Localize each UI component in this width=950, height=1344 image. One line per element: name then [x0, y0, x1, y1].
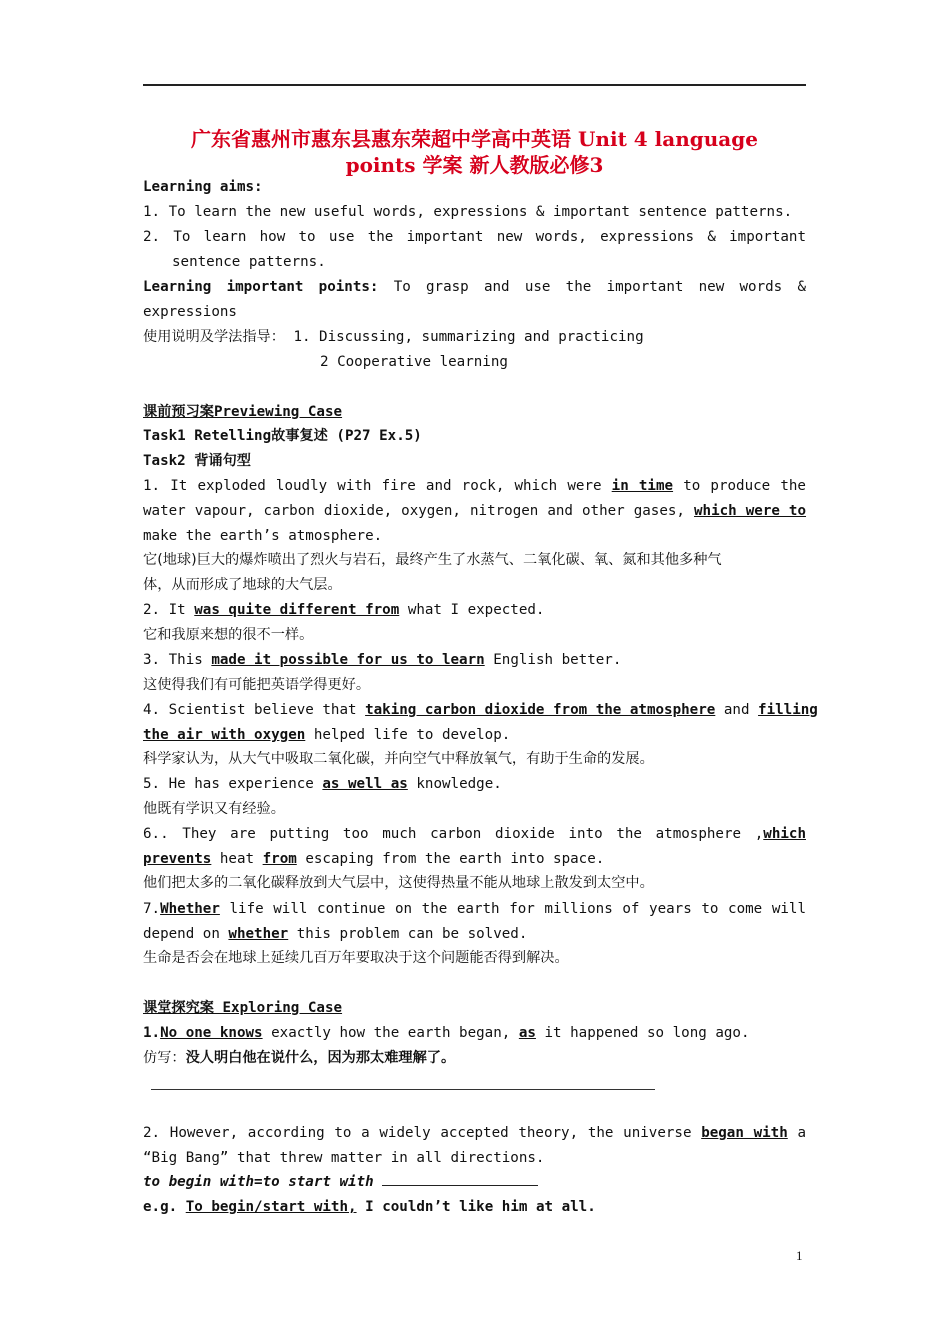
important-points-cont: expressions [143, 304, 237, 320]
aim-item-2-cont: sentence patterns. [172, 254, 326, 270]
task2-line: Task2 背诵句型 [143, 453, 251, 469]
important-points-line [143, 275, 806, 299]
s5-text-end: knowledge. [416, 776, 502, 792]
s7-text-b: depend on [143, 926, 220, 942]
sentence-5 [143, 772, 806, 796]
sentence-7-translation: 生命是否会在地球上延续几百万年要取决于这个问题能否得到解决。 [143, 950, 569, 966]
answer-blank-line[interactable] [151, 1089, 655, 1090]
s6-text-end: escaping from the earth into space. [305, 851, 605, 867]
p2-key-phrase: began with [701, 1125, 788, 1141]
learning-aims-heading: Learning aims: [143, 179, 263, 195]
task1-line: Task1 Retelling故事复述 (P27 Ex.5) [143, 428, 422, 444]
s2-key-phrase: was quite different from [194, 602, 400, 618]
s4-key-phrase-2: filling [758, 702, 818, 718]
s6-key-phrase-3: from [262, 851, 297, 867]
example-key-phrase: To begin/start with, [185, 1199, 357, 1215]
sentence-6-line-2 [143, 847, 806, 871]
sentence-4-line-2 [143, 723, 806, 747]
sentence-6-translation: 他们把太多的二氧化碳释放到大气层中，这使得热量不能从地球上散发到太空中。 [143, 875, 654, 891]
p1-key-phrase-2: as [518, 1025, 536, 1041]
p1-number: 1. [143, 1025, 161, 1041]
s6-text: 6.. They are putting too much carbon dioxide into the atmosphere , [143, 826, 764, 842]
sentence-2 [143, 598, 806, 622]
document-title-line2: points 学案 新人教版必修3 [345, 153, 604, 177]
s4-text-end: helped life to develop. [313, 727, 511, 743]
phrase-text: to begin with=to start with [143, 1174, 374, 1190]
s5-text: 5. He has experience [143, 776, 314, 792]
s1-text-b: water vapour, carbon dioxide, oxygen, nitrogen and other gases, [143, 503, 685, 519]
phrase-answer-blank[interactable] [382, 1171, 538, 1186]
example-line [143, 1195, 806, 1219]
method-line-1 [143, 325, 806, 349]
header-rule [143, 84, 806, 86]
aim-item-1: 1. To learn the new useful words, expressions & important sentence patterns. [143, 204, 793, 220]
s1-key-phrase: in time [611, 478, 674, 494]
s3-key-phrase: made it possible for us to learn [211, 652, 485, 668]
important-points-label: Learning important points: [143, 279, 379, 295]
s6-key-phrase-1: which [763, 826, 806, 842]
sentence-3-translation: 这使得我们有可能把英语学得更好。 [143, 677, 371, 693]
s4-key-phrase-3: the air with oxygen [143, 727, 306, 743]
sentence-1-line-3: make the earth’s atmosphere. [143, 528, 383, 544]
s6-key-phrase-2: prevents [143, 851, 212, 867]
s2-text-end: what I expected. [407, 602, 545, 618]
imitation-line [143, 1046, 806, 1070]
method-item-2: 2 Cooperative learning [320, 354, 508, 370]
p2-text-end: a [797, 1125, 807, 1141]
sentence-4-translation: 科学家认为，从大气中吸取二氧化碳，并向空气中释放氧气，有助于生命的发展。 [143, 751, 654, 767]
aim-item-2: 2. To learn how to use the important new words, expressions & important [143, 229, 806, 245]
sentence-5-translation: 他既有学识又有经验。 [143, 801, 285, 817]
important-points-text: To grasp and use the important new words & [393, 279, 806, 295]
method-label: 使用说明及学法指导： [143, 329, 285, 345]
sentence-2-translation: 它和我原来想的很不一样。 [143, 627, 314, 643]
s4-and: and [723, 702, 750, 718]
explore-point-1 [143, 1021, 806, 1045]
example-text: I couldn’t like him at all. [365, 1199, 596, 1215]
s7-text: life will continue on the earth for millions of years to come will [229, 901, 806, 917]
previewing-case-heading: 课前预习案Previewing Case [143, 404, 343, 420]
s4-text: 4. Scientist believe that [143, 702, 357, 718]
sentence-4-line-1 [143, 698, 818, 722]
document-title-line1: 广东省惠州市惠东县惠东荣超中学高中英语 Unit 4 language [191, 127, 758, 151]
explore-point-2-line-2: “Big Bang” that threw matter in all directions. [143, 1150, 545, 1166]
s2-text: 2. It [143, 602, 186, 618]
page-number: 1 [796, 1248, 803, 1263]
p2-text: 2. However, according to a widely accepted theory, the universe [143, 1125, 692, 1141]
s5-key-phrase: as well as [322, 776, 408, 792]
s3-text-end: English better. [493, 652, 622, 668]
s7-text-end: this problem can be solved. [296, 926, 528, 942]
sentence-1-line-2 [143, 499, 806, 523]
s1-key-phrase-2: which were to [694, 503, 807, 519]
imitation-text: 没人明白他在说什么，因为那太难理解了。 [185, 1050, 456, 1066]
s7-key-phrase-1: Whether [160, 901, 220, 917]
s1-text-end: to produce the [683, 478, 806, 494]
sentence-7-line-1 [143, 897, 806, 921]
exploring-case-heading: 课堂探究案 Exploring Case [143, 1000, 343, 1016]
p1-key-phrase-1: No one knows [160, 1025, 263, 1041]
p1-text: exactly how the earth began, [271, 1025, 511, 1041]
phrase-line [143, 1170, 806, 1194]
imitation-label: 仿写： [143, 1050, 186, 1066]
s7-key-phrase-2: whether [228, 926, 289, 942]
method-item-1: 1. Discussing, summarizing and practicing [293, 329, 644, 345]
sentence-1-translation-1: 它(地球)巨大的爆炸喷出了烈火与岩石，最终产生了水蒸气、二氧化碳、氧、氮和其他多种气 [143, 552, 722, 568]
sentence-1-line-1 [143, 474, 806, 498]
sentence-3 [143, 648, 806, 672]
s1-text: 1. It exploded loudly with fire and rock, which were [143, 478, 602, 494]
p1-text-end: it happened so long ago. [544, 1025, 750, 1041]
s6-heat: heat [219, 851, 255, 867]
sentence-1-translation-2: 体，从而形成了地球的大气层。 [143, 577, 342, 593]
example-label: e.g. [143, 1199, 178, 1215]
sentence-6-line-1 [143, 822, 806, 846]
sentence-7-line-2 [143, 922, 806, 946]
s7-number: 7. [143, 901, 161, 917]
explore-point-2-line-1 [143, 1121, 806, 1145]
s3-text: 3. This [143, 652, 203, 668]
s4-key-phrase-1: taking carbon dioxide from the atmosphere [365, 702, 716, 718]
